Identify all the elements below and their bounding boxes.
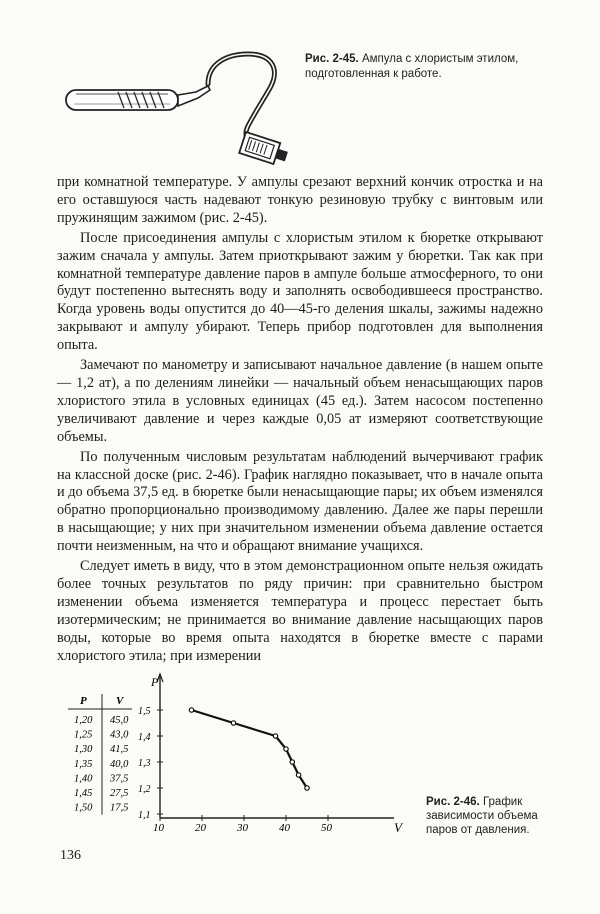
table-cell-v: 43,0	[110, 729, 129, 741]
table-cell-p: 1,20	[74, 715, 93, 726]
data-point	[284, 747, 288, 751]
x-axis-label: V	[394, 820, 402, 835]
table-cell-v: 37,5	[110, 773, 129, 785]
table-cell-v: 41,5	[110, 744, 129, 756]
data-point	[296, 773, 300, 777]
x-tick-label: 40	[279, 822, 290, 834]
y-axis-label: P	[151, 675, 159, 689]
y-tick-label: 1,4	[138, 732, 151, 743]
table-header-p: P	[80, 695, 87, 707]
table-cell-p: 1,40	[74, 773, 93, 785]
pv-chart	[66, 668, 426, 838]
figure-2-45-label: Рис. 2-45.	[305, 53, 359, 65]
table-cell-p: 1,35	[74, 758, 93, 770]
data-point	[290, 760, 294, 764]
figure-2-46-caption	[426, 795, 556, 837]
table-cell-v: 45,0	[110, 715, 129, 726]
figure-2-45-text: Ампула с хлористым этилом, подготовленная к работе.	[305, 53, 519, 80]
table-cell-p: 1,45	[74, 788, 93, 799]
page-number: 136	[60, 848, 81, 863]
series-line	[192, 710, 308, 788]
table-cell-p: 1,25	[74, 729, 93, 741]
paragraph-4: По полученным числовым результатам наблюдений вычерчивают график на классной доске (рис. 2-46). График наглядно показывает, что в начале опыта и до объема 37,5 ед. в бюретке были ненасыщающие пары; их объем изменялся обратно пропорционально производимому давлению. Далее же пары перешли в насыщающие; у них при значительном изменении объема давление остается почти неизменным, на что и обращают внимание учащихся.	[57, 448, 543, 555]
y-tick-label: 1,2	[138, 784, 151, 795]
y-tick-label: 1,3	[138, 758, 151, 769]
table-cell-v: 27,5	[110, 788, 129, 799]
table-cell-v: 17,5	[110, 802, 129, 814]
paragraph-3: Замечают по манометру и записывают начальное давление (в нашем опыте — 1,2 ат), а по делениям линейки — начальный объем ненасыщающих паров хлористого этила в условных единицах (45 ед.). Затем насосом постепенно увеличивают давление и через каждые 0,05 ат измеряют соответствующие объемы.	[57, 357, 543, 445]
paragraph-1: при комнатной температуре. У ампулы срезают верхний кончик отростка и на его оставшуюся часть надевают тонкую резиновую трубку с винтовым или пружинящим зажимом (рис. 2-45).	[57, 174, 543, 226]
x-tick-label: 50	[321, 822, 332, 834]
paragraph-5: Следует иметь в виду, что в этом демонстрационном опыте нельзя ожидать более точных результатов по ряду причин: при сравнительно быстром изменении объема изменяется температура и процесс перестает быть изотермическим; не принимается во внимание давление насыщающих паров воды, которые во время опыта находятся в бюретке вместе с парами хлористого этила; при измерении	[57, 558, 543, 664]
data-point	[231, 721, 235, 725]
x-tick-label: 20	[195, 822, 206, 834]
body-text	[57, 174, 543, 665]
data-point	[273, 734, 277, 738]
figure-2-46-text: График зависимости объема паров от давления.	[426, 796, 538, 836]
table-cell-p: 1,50	[74, 802, 93, 814]
data-point	[189, 708, 193, 712]
x-tick-label: 30	[237, 822, 248, 834]
y-tick-label: 1,1	[138, 810, 151, 821]
table-cell-v: 40,0	[110, 758, 129, 770]
paragraph-2: После присоединения ампулы с хлористым этилом к бюретке открывают зажим сначала у ампулы. Затем приоткрывают зажим у бюретки. Так как при комнатной температуре давление паров в ампуле больше атмосферного, то они будут постепенно вытеснять воду и заполнять освободившееся пространство. Когда уровень воды опустится до 40—45-го деления шкалы, зажимы надежно закрывают и ампулу убирают. Теперь прибор подготовлен для выполнения опыта.	[57, 229, 543, 354]
ampoule-illustration	[58, 40, 308, 170]
table-header-v: V	[116, 695, 124, 707]
x-tick-label: 10	[153, 822, 164, 834]
table-cell-p: 1,30	[74, 744, 93, 756]
y-tick-label: 1,5	[138, 706, 151, 717]
chart-figure-2-46	[66, 668, 426, 838]
figure-2-45-caption	[305, 52, 537, 82]
figure-2-46-label: Рис. 2-46.	[426, 796, 480, 808]
data-point	[305, 786, 309, 790]
